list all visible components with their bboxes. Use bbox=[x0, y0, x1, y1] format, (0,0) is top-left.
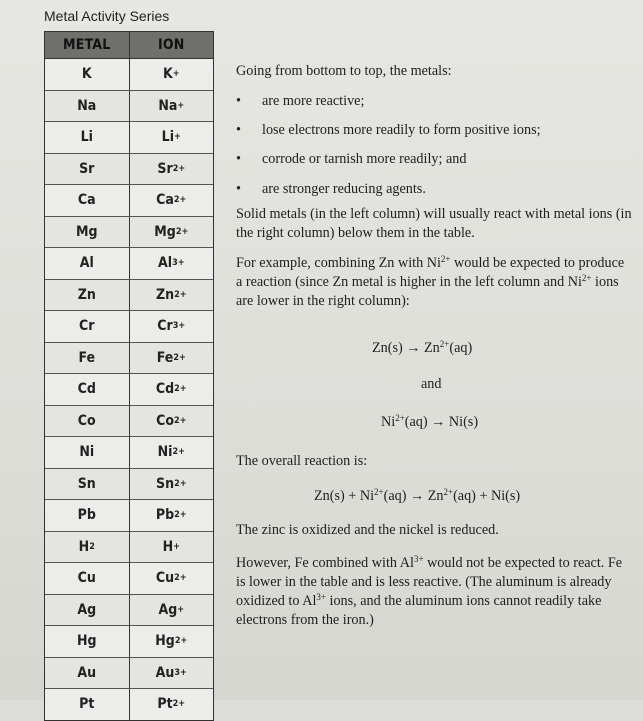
table-row bbox=[45, 185, 213, 217]
ion-symbol: Sn bbox=[156, 475, 175, 492]
metal-symbol: Na bbox=[77, 97, 97, 114]
bullet-text: are stronger reducing agents. bbox=[262, 181, 426, 197]
table-row bbox=[45, 59, 213, 91]
superscript: 2+ bbox=[395, 413, 405, 423]
metal-symbol: Pt bbox=[79, 696, 95, 713]
table-row bbox=[45, 248, 213, 280]
metal-cell bbox=[45, 437, 130, 468]
ion-symbol: Co bbox=[156, 412, 174, 429]
superscript: 2+ bbox=[443, 487, 454, 497]
metal-cell bbox=[45, 595, 130, 626]
bullet-text: corrode or tarnish more readily; and bbox=[262, 151, 467, 167]
table-header bbox=[45, 32, 213, 59]
metal-symbol: Fe bbox=[78, 349, 96, 366]
metal-symbol: H bbox=[78, 538, 90, 555]
metal-symbol: Ni bbox=[79, 444, 95, 461]
metal-symbol: Sn bbox=[77, 475, 96, 492]
metal-cell bbox=[45, 532, 130, 563]
page-title: Metal Activity Series bbox=[44, 8, 170, 24]
text-run: For example, combining Zn with Ni bbox=[236, 255, 441, 271]
equation-zinc-oxidation bbox=[372, 340, 472, 357]
bullet-dot: • bbox=[236, 93, 241, 109]
metal-symbol: K bbox=[81, 66, 92, 83]
ion-symbol: Fe bbox=[156, 349, 174, 366]
superscript: 2+ bbox=[440, 254, 451, 264]
superscript: 2+ bbox=[439, 339, 450, 349]
ion-cell: Ni 2+ bbox=[130, 437, 214, 468]
table-row bbox=[45, 280, 213, 312]
superscript: 2+ bbox=[581, 273, 592, 283]
and-text: and bbox=[421, 376, 442, 392]
metal-symbol: Cu bbox=[77, 570, 96, 587]
metal-cell bbox=[45, 217, 130, 248]
table-row bbox=[45, 154, 213, 186]
ion-symbol: H bbox=[162, 538, 174, 555]
ion-cell: Cd 2+ bbox=[130, 374, 214, 405]
metal-symbol: Ag bbox=[77, 601, 97, 618]
metal-symbol: Au bbox=[77, 664, 97, 681]
table-row bbox=[45, 469, 213, 501]
ion-symbol: Pb bbox=[155, 507, 175, 524]
text-run: ions are lower in the right column): bbox=[236, 274, 619, 309]
ion-symbol: Na bbox=[158, 97, 178, 114]
metal-cell bbox=[45, 59, 130, 90]
intro-text: Going from bottom to top, the metals: bbox=[236, 63, 452, 79]
ion-symbol: Au bbox=[155, 664, 175, 681]
ion-cell: K + bbox=[130, 59, 214, 90]
eq-text: (aq) → Zn bbox=[383, 488, 444, 504]
ion-cell: H + bbox=[130, 532, 214, 563]
subscript: 2 bbox=[89, 541, 95, 552]
metal-symbol: Ca bbox=[77, 192, 96, 209]
metal-symbol: Pb bbox=[77, 507, 96, 524]
paragraph-solid-metals: Solid metals (in the left column) will usually react with metal ions (in the right column) below them in the table. bbox=[236, 206, 632, 241]
superscript: 3+ bbox=[316, 592, 326, 602]
metal-symbol: Li bbox=[80, 129, 93, 146]
eq-text: Zn(s) → Zn bbox=[372, 340, 440, 356]
table-row bbox=[45, 500, 213, 532]
ion-cell: Cu 2+ bbox=[130, 563, 214, 594]
table-body bbox=[45, 59, 213, 720]
ion-cell: Li + bbox=[130, 122, 214, 153]
metal-cell bbox=[45, 154, 130, 185]
ion-symbol: Cr bbox=[157, 318, 173, 335]
metal-cell bbox=[45, 91, 130, 122]
ion-cell: Hg 2+ bbox=[130, 626, 214, 657]
eq-text: Ni bbox=[381, 414, 396, 430]
metal-cell bbox=[45, 185, 130, 216]
superscript: 2+ bbox=[374, 487, 384, 497]
metal-cell bbox=[45, 626, 130, 657]
ion-symbol: Cd bbox=[155, 381, 175, 398]
metal-symbol: Cd bbox=[77, 381, 96, 398]
ion-cell: Sr 2+ bbox=[130, 154, 214, 185]
table-row bbox=[45, 595, 213, 627]
bullet-dot: • bbox=[236, 122, 241, 138]
metal-cell bbox=[45, 658, 130, 689]
bullet-dot: • bbox=[236, 151, 241, 167]
ion-symbol: K bbox=[162, 66, 173, 83]
ion-cell: Pt 2+ bbox=[130, 689, 214, 720]
paragraph-oxidized: The zinc is oxidized and the nickel is reduced. bbox=[236, 522, 499, 538]
eq-text: (aq) bbox=[449, 340, 473, 356]
equation-overall bbox=[314, 488, 520, 505]
table-row bbox=[45, 437, 213, 469]
table-row bbox=[45, 658, 213, 690]
metal-cell bbox=[45, 689, 130, 720]
paragraph-example bbox=[236, 254, 634, 311]
ion-cell: Mg 2+ bbox=[130, 217, 214, 248]
metal-symbol: Sr bbox=[79, 160, 95, 177]
text-run: would be expected to produce a reaction (since Zn metal is higher in the left column and Ni bbox=[236, 255, 625, 290]
bullet-dot: • bbox=[236, 181, 241, 197]
metal-cell bbox=[45, 248, 130, 279]
ion-cell: Ag + bbox=[130, 595, 214, 626]
table-row bbox=[45, 343, 213, 375]
ion-cell: Pb 2+ bbox=[130, 500, 214, 531]
ion-cell: Au 3+ bbox=[130, 658, 214, 689]
metal-cell bbox=[45, 500, 130, 531]
ion-cell: Ca 2+ bbox=[130, 185, 214, 216]
ion-cell: Zn 2+ bbox=[130, 280, 214, 311]
table-row bbox=[45, 374, 213, 406]
metal-cell bbox=[45, 374, 130, 405]
text-run: However, Fe combined with Al bbox=[236, 555, 414, 571]
text-run: ions, and the aluminum ions cannot readily take electrons from the iron.) bbox=[236, 593, 602, 628]
equation-nickel-reduction bbox=[381, 414, 478, 431]
ion-cell: Fe 2+ bbox=[130, 343, 214, 374]
metal-symbol: Zn bbox=[77, 286, 96, 303]
metal-symbol: Mg bbox=[75, 223, 98, 240]
table-row bbox=[45, 122, 213, 154]
table-row bbox=[45, 217, 213, 249]
ion-symbol: Sr bbox=[157, 160, 173, 177]
text-run: would not be expected to react. Fe is lower in the table and is less reactive. (The aluminum is already oxidized to Al bbox=[236, 555, 623, 609]
table-row bbox=[45, 563, 213, 595]
metal-cell bbox=[45, 469, 130, 500]
metal-symbol: Al bbox=[79, 255, 94, 272]
overall-label: The overall reaction is: bbox=[236, 453, 368, 469]
ion-symbol: Cu bbox=[155, 570, 175, 587]
metal-symbol: Hg bbox=[76, 633, 97, 650]
table-row bbox=[45, 532, 213, 564]
ion-symbol: Ag bbox=[158, 601, 178, 618]
eq-text: Zn(s) + Ni bbox=[314, 488, 375, 504]
metal-symbol: Co bbox=[77, 412, 96, 429]
ion-symbol: Li bbox=[161, 129, 175, 146]
metal-cell bbox=[45, 311, 130, 342]
metal-symbol: Cr bbox=[79, 318, 95, 335]
bullet-text: lose electrons more readily to form positive ions; bbox=[262, 122, 541, 138]
ion-symbol: Hg bbox=[155, 633, 175, 650]
ion-column-header: ION bbox=[157, 37, 185, 53]
metal-cell bbox=[45, 122, 130, 153]
ion-symbol: Pt bbox=[157, 696, 173, 713]
ion-symbol: Al bbox=[158, 255, 173, 272]
metal-cell bbox=[45, 563, 130, 594]
metal-column-header: METAL bbox=[45, 32, 130, 58]
ion-cell: Co 2+ bbox=[130, 406, 214, 437]
superscript: 3+ bbox=[413, 554, 424, 564]
ion-symbol: Ni bbox=[157, 444, 173, 461]
table-row bbox=[45, 311, 213, 343]
metal-cell bbox=[45, 343, 130, 374]
ion-cell: Cr 3+ bbox=[130, 311, 214, 342]
ion-symbol: Mg bbox=[154, 223, 176, 240]
metal-cell bbox=[45, 280, 130, 311]
ion-symbol: Zn bbox=[155, 286, 175, 303]
table-row bbox=[45, 689, 213, 720]
ion-cell: Sn 2+ bbox=[130, 469, 214, 500]
metal-cell bbox=[45, 406, 130, 437]
eq-text: (aq) → Ni(s) bbox=[404, 414, 479, 430]
ion-cell: Al 3+ bbox=[130, 248, 214, 279]
eq-text: (aq) + Ni(s) bbox=[453, 488, 521, 504]
activity-series-table bbox=[44, 31, 214, 721]
bullet-text: are more reactive; bbox=[262, 93, 365, 109]
ion-symbol: Ca bbox=[156, 192, 174, 209]
table-row bbox=[45, 91, 213, 123]
ion-cell: Na + bbox=[130, 91, 214, 122]
paragraph-iron-aluminum bbox=[236, 554, 634, 630]
table-row bbox=[45, 626, 213, 658]
table-row bbox=[45, 406, 213, 438]
